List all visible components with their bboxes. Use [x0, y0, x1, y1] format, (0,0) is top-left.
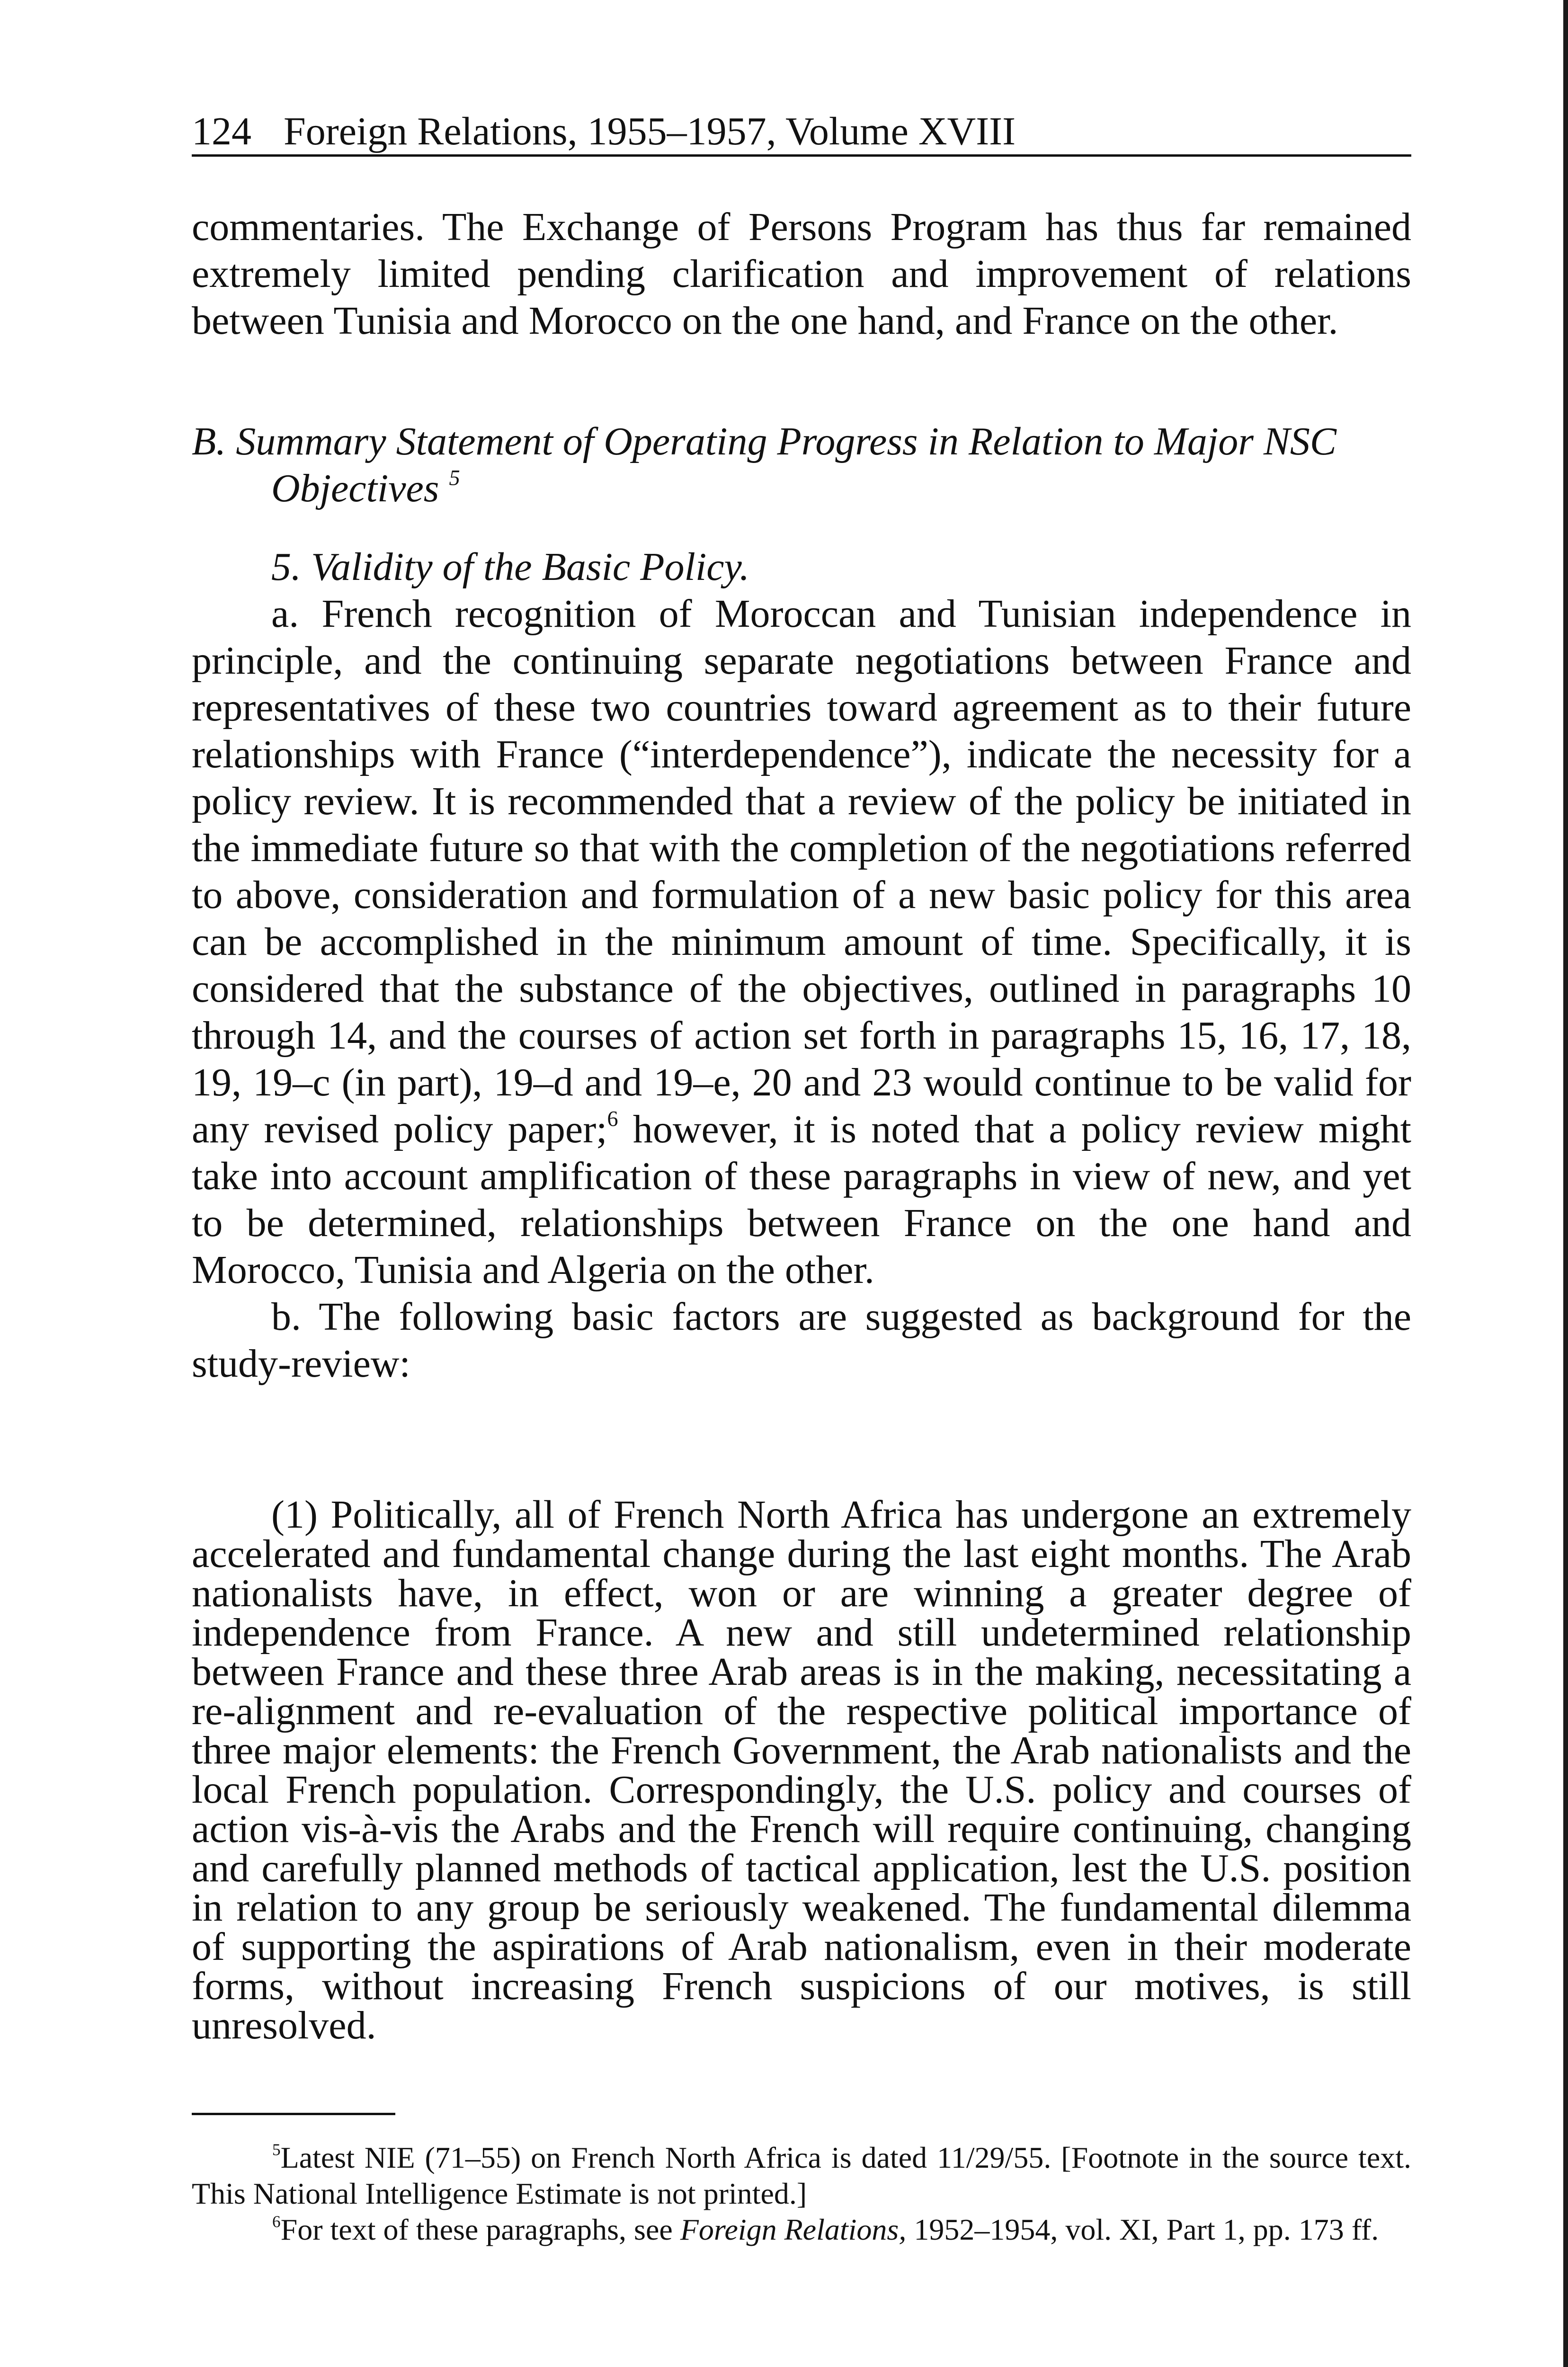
running-head: [192, 108, 1411, 160]
paragraph-a: [192, 590, 1411, 1293]
footnote-6: [192, 2212, 1411, 2248]
footnote-ref-6: 6: [607, 1106, 618, 1131]
paragraph-a-part1: a. French recognition of Moroccan and Tunisian independence in principle, and the continuing separate negotiations between France and representatives of these two countries toward agreement as to their future relationships with France (“interdependence”), indicate the necessity for a policy review. It is recommended that a review of the policy be initiated in the immediate future so that with the completion of the negotiations referred to above, consideration and formulation of a new basic policy for this area can be accomplished in the minimum amount of time. Specifically, it is considered that the substance of the objectives, outlined in paragraphs 10 through 14, and the courses of action set forth in paragraphs 15, 16, 17, 18, 19, 19–c (in part), 19–d and 19–e, 20 and 23 would continue to be valid for any revised policy paper;: [192, 592, 1411, 1151]
opening-paragraph-block: [192, 204, 1411, 344]
opening-paragraph: commentaries. The Exchange of Persons Program has thus far remained extremely limited pending clarification and improvement of relations between Tunisia and Morocco on the one hand, and France on the other.: [192, 205, 1411, 343]
footnotes: [192, 2140, 1411, 2248]
footnote-5-text: Latest NIE (71–55) on French North Africa is dated 11/29/55. [Footnote in the source text. This National Intelligence Estimate is not printed.]: [192, 2141, 1411, 2210]
footnote-6-marker: 6: [272, 2212, 281, 2231]
paragraph-b1: (1) Politically, all of French North Africa has undergone an extremely accelerated and fundamental change during the last eight months. The Arab nationalists have, in effect, won or are winning a greater degree of independence from France. A new and still undetermined relationship between France and these three Arab areas is in the making, necessitating a re-alignment and re-evaluation of the respective political importance of three major elements: the French Government, the Arab nationalists and the local French population. Correspondingly, the U.S. policy and courses of action vis-à-vis the Arabs and the French will require continuing, changing and carefully planned methods of tactical application, lest the U.S. position in relation to any group be seriously weakened. The fundamental dilemma of supporting the aspirations of Arab nationalism, even in their moderate forms, without increasing French suspicions of our motives, is still unresolved.: [192, 1493, 1411, 2047]
footnote-ref-5: 5: [449, 465, 460, 490]
section-5-block: [192, 543, 1411, 1387]
section-b-heading-block: [192, 418, 1411, 512]
scan-edge: [1563, 0, 1568, 2367]
footnote-6-italic-title: Foreign Relations,: [680, 2213, 907, 2246]
footnote-6-text-before: For text of these paragraphs, see: [280, 2213, 680, 2246]
footnote-5-marker: 5: [272, 2140, 281, 2159]
footnote-5: [192, 2140, 1411, 2212]
section-b-heading-text: B. Summary Statement of Operating Progress in Relation to Major NSC Objectives: [192, 419, 1336, 510]
volume-title: Foreign Relations, 1955–1957, Volume XVIII: [284, 109, 1016, 153]
paragraph-b1-block: [192, 1495, 1411, 2045]
footnote-rule: [192, 2113, 395, 2115]
paragraph-a-part2: however, it is noted that a policy review might take into account amplification of these paragraphs in view of new, and yet to be determined, relationships between France on the one hand and Morocco, Tunisia and Algeria on the other.: [192, 1107, 1411, 1292]
header-rule: [192, 154, 1411, 157]
section-b-heading: [192, 418, 1411, 512]
footnote-6-text-after: 1952–1954, vol. XI, Part 1, pp. 173 ff.: [906, 2213, 1379, 2246]
paragraph-b: b. The following basic factors are suggested as background for the study-review:: [192, 1295, 1411, 1386]
page-number: 124: [192, 109, 251, 153]
item-5-heading: 5. Validity of the Basic Policy.: [271, 545, 750, 589]
